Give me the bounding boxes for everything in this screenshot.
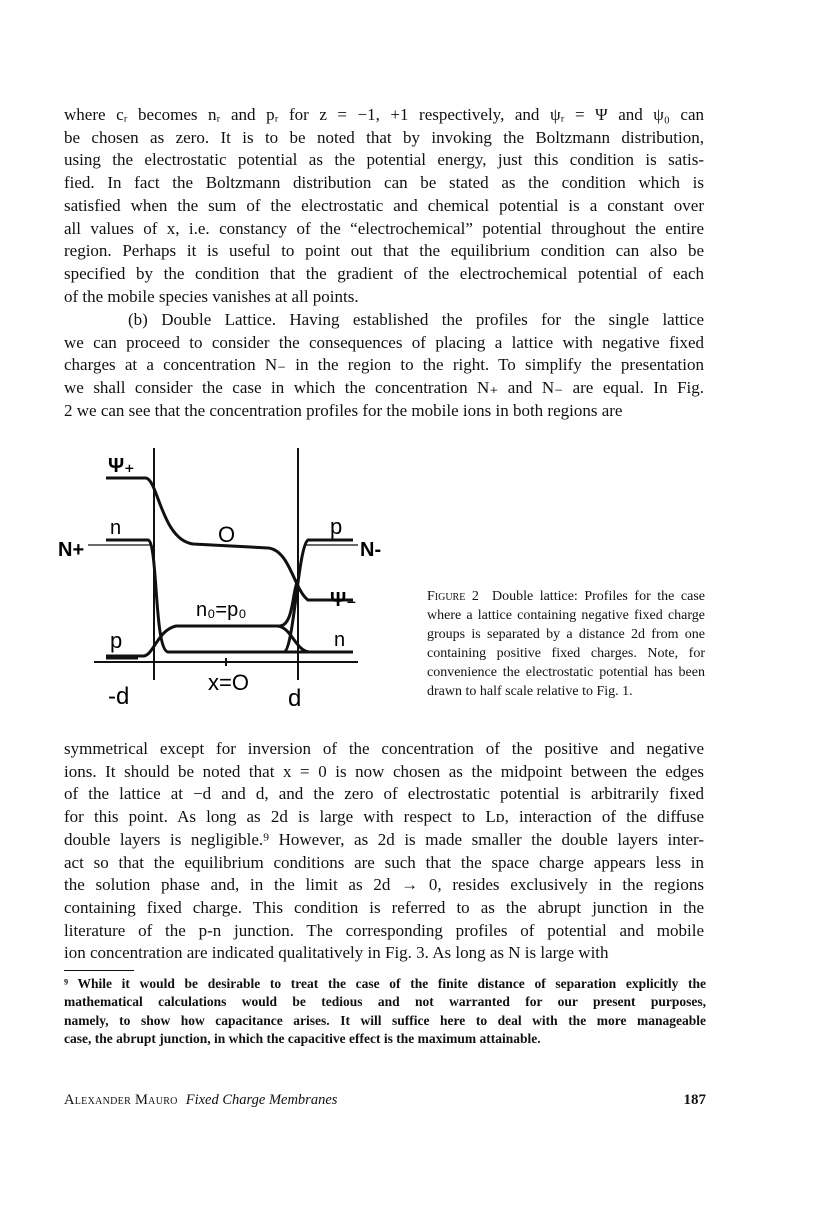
para1-line: be chosen as zero. It is to be noted that by invoking the Boltzmann distribution, [64, 127, 704, 147]
para3-line: act so that the equilibrium conditions are such that the space charge appears less in [64, 852, 704, 872]
n-left-curve [106, 540, 353, 652]
footer-title: Fixed Charge Membranes [185, 1092, 338, 1108]
para1-line: satisfied when the sum of the electrostatic and chemical potential is a constant over [64, 195, 704, 215]
para2-line: charges at a concentration N₋ in the region to the right. To simplify the presentation [64, 355, 704, 375]
x0-label: x=O [208, 670, 249, 695]
o-top-label: O [218, 522, 236, 547]
para1-line: all values of x, i.e. constancy of the “electrochemical” potential throughout the entire [64, 218, 704, 238]
d-label: d [288, 685, 302, 712]
paragraph-3 [64, 738, 704, 965]
footnote-9 [64, 975, 706, 1048]
para1-line: of the mobile species vanishes at all points. [64, 286, 359, 306]
figure-2-caption [427, 587, 705, 701]
n-left-label: n [110, 517, 122, 539]
no-po-label: n₀=p₀ [196, 599, 247, 621]
minus-d-label: -d [108, 683, 130, 710]
psi-plus-label: Ψ₊ [108, 455, 135, 477]
para1-line: region. Perhaps it is useful to point out that the equilibrium condition can also be [64, 241, 704, 261]
para1-line: using the electrostatic potential as the potential energy, just this condition is satis- [64, 150, 704, 170]
caption-label: Figure 2 [427, 589, 479, 604]
para3-line: literature of the p-n junction. The corresponding profiles of potential and mobile [64, 920, 704, 940]
para2-line: (b) Double Lattice. Having established the profiles for the single lattice [128, 310, 704, 329]
running-footer [64, 1092, 337, 1109]
footer-author: Alexander Mauro [64, 1092, 178, 1108]
n-minus-label: N- [360, 539, 382, 561]
para3-line: of the lattice at −d and d, and the zero of electrostatic potential is arbitrarily fixed [64, 784, 704, 804]
para3-line: ions. It should be noted that x = 0 is now chosen as the midpoint between the edges [64, 761, 704, 781]
para2-line: we can proceed to consider the consequences of placing a lattice with negative fixed [64, 332, 704, 352]
psi-minus-label: Ψ₋ [330, 589, 357, 611]
para3-line: ion concentration are indicated qualitatively in Fig. 3. As long as N is large with [64, 943, 609, 963]
p-right-curve [168, 540, 353, 652]
para1-line: fied. In fact the Boltzmann distribution can be stated as the condition which is [64, 173, 704, 193]
footnote-line: namely, to show how capacitance arises. It will suffice here to deal with the more manageable [64, 1012, 706, 1028]
paragraph-2-double-lattice [64, 309, 704, 423]
paragraph-1 [64, 104, 704, 308]
para3-line: double layers is negligible.⁹ However, as 2d is made smaller the double layers inter- [64, 829, 704, 849]
caption-text: Double lattice: Profiles for the case where a lattice containing negative fixed charge groups is separated by a distance 2d from one containing positive fixed charges. Note, for convenience the electrostatic potential has been drawn to half scale relative to Fig. 1. [427, 589, 706, 699]
footnote-line: mathematical calculations would be tedious and not warranted for our present purposes, [64, 994, 706, 1010]
page-number: 187 [683, 1092, 706, 1108]
para2-line: 2 we can see that the concentration profiles for the mobile ions in both regions are [64, 400, 623, 420]
figure-2-double-lattice-diagram [58, 440, 428, 720]
footnote-rule [64, 970, 134, 971]
para1-line: specified by the condition that the gradient of the electrochemical potential of each [64, 263, 704, 283]
para1-line: where cᵣ becomes nᵣ and pᵣ for z = −1, +1 respectively, and ψᵣ = Ψ and ψ₀ can [64, 105, 704, 124]
p-right-label: p [330, 514, 343, 539]
footnote-line: ⁹ While it would be desirable to treat the case of the finite distance of separation explicitly the [64, 976, 706, 991]
para3-line: the solution phase and, in the limit as 2d → 0, resides exclusively in the regions [64, 875, 704, 895]
p-left-label: p [110, 628, 123, 653]
para3-line: containing fixed charge. This condition is referred to as the abrupt junction in the [64, 897, 704, 917]
para3-line: symmetrical except for inversion of the concentration of the positive and negative [64, 739, 704, 758]
footnote-line: case, the abrupt junction, in which the capacitive effect is the maximum attainable. [64, 1030, 541, 1046]
n-right-label: n [334, 629, 346, 651]
para2-line: we shall consider the case in which the concentration N₊ and N₋ are equal. In Fig. [64, 378, 704, 398]
para3-line: for this point. As long as 2d is large with respect to Lᴅ, interaction of the diffuse [64, 807, 704, 827]
n-plus-label: N+ [58, 539, 85, 561]
